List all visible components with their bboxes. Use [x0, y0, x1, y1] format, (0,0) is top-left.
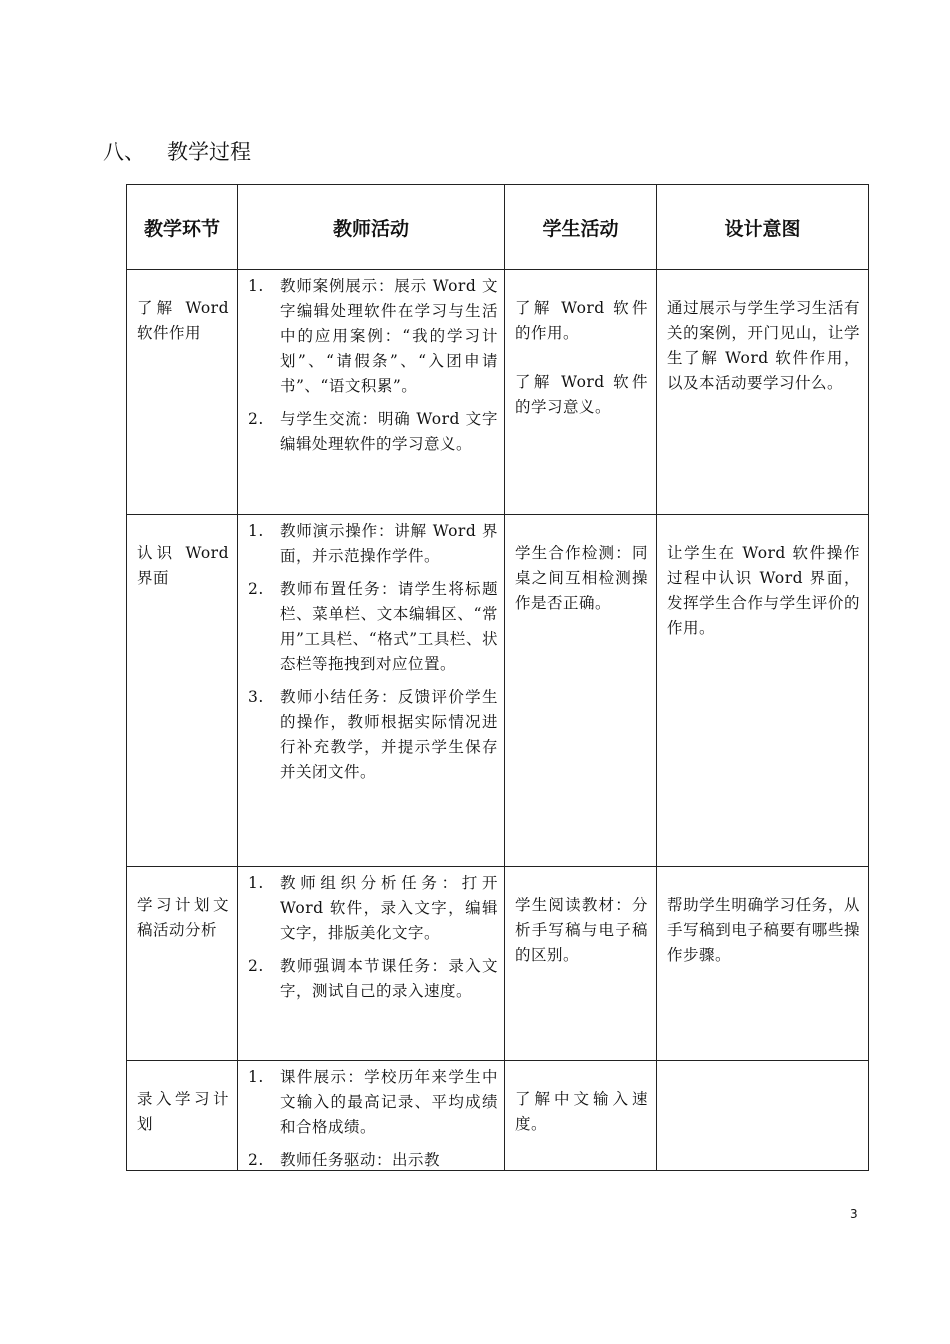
- design-intent-cell: 通过展示与学生学习生活有关的案例，开门见山，让学生了解 Word 软件作用，以及本活动要学习什么。: [657, 270, 869, 515]
- stage-cell: 录入学习计划: [127, 1061, 238, 1171]
- teacher-activity-cell: [238, 867, 505, 1061]
- activity-item: 1. 课件展示：学校历年来学生中文输入的最高记录、平均成绩和合格成绩。: [248, 1068, 498, 1136]
- section-title: 教学过程: [167, 140, 251, 164]
- stage-cell: 了解 Word 软件作用: [127, 270, 238, 515]
- page-number: 3: [850, 1207, 858, 1221]
- stage-cell: 学习计划文稿活动分析: [127, 867, 238, 1061]
- student-activity-cell: 了解中文输入速度。: [505, 1061, 657, 1171]
- teacher-activity-cell: [238, 1061, 505, 1171]
- header-stage: 教学环节: [127, 185, 238, 270]
- activity-item: 2. 教师任务驱动：出示教: [248, 1151, 441, 1167]
- header-student-activity: 学生活动: [505, 185, 657, 270]
- activity-item: 2. 与学生交流：明确 Word 文字编辑处理软件的学习意义。: [248, 410, 498, 453]
- activity-item: 1. 教师案例展示：展示 Word 文字编辑处理软件在学习与生活中的应用案例：“我的学习计划”、“请假条”、“入团申请书”、“语文积累”。: [248, 277, 498, 395]
- section-heading: [103, 136, 251, 166]
- header-teacher-activity: 教师活动: [238, 185, 505, 270]
- section-number: 八、: [103, 140, 145, 164]
- student-activity-cell: 了解 Word 软件的作用。 了解 Word 软件的学习意义。: [505, 270, 657, 515]
- teacher-activity-cell: [238, 270, 505, 515]
- design-intent-cell: 帮助学生明确学习任务，从手写稿到电子稿要有哪些操作步骤。: [657, 867, 869, 1061]
- activity-item: 3. 教师小结任务：反馈评价学生的操作，教师根据实际情况进行补充教学，并提示学生保存并关闭文件。: [248, 688, 498, 781]
- activity-item: 2. 教师强调本节课任务：录入文字，测试自己的录入速度。: [248, 957, 498, 1000]
- design-intent-cell: 让学生在 Word 软件操作过程中认识 Word 界面，发挥学生合作与学生评价的作用。: [657, 515, 869, 867]
- activity-item: 2. 教师布置任务：请学生将标题栏、菜单栏、文本编辑区、“常用”工具栏、“格式”工具栏、状态栏等拖拽到对应位置。: [248, 580, 498, 673]
- table-row: [127, 515, 869, 867]
- teaching-process-table: [126, 184, 869, 1171]
- student-activity-cell: 学生合作检测：同桌之间互相检测操作是否正确。: [505, 515, 657, 867]
- design-intent-cell: [657, 1061, 869, 1171]
- student-activity-cell: 学生阅读教材：分析手写稿与电子稿的区别。: [505, 867, 657, 1061]
- stage-cell: 认识 Word 界面: [127, 515, 238, 867]
- table-row: [127, 867, 869, 1061]
- table-row: [127, 1061, 869, 1171]
- activity-item: 1. 教师演示操作：讲解 Word 界面，并示范操作学件。: [248, 522, 498, 565]
- header-design-intent: 设计意图: [657, 185, 869, 270]
- activity-item: 1. 教师组织分析任务：打开 Word 软件，录入文字，编辑文字，排版美化文字。: [248, 874, 498, 942]
- table-row: [127, 270, 869, 515]
- teacher-activity-cell: [238, 515, 505, 867]
- table-header-row: [127, 185, 869, 270]
